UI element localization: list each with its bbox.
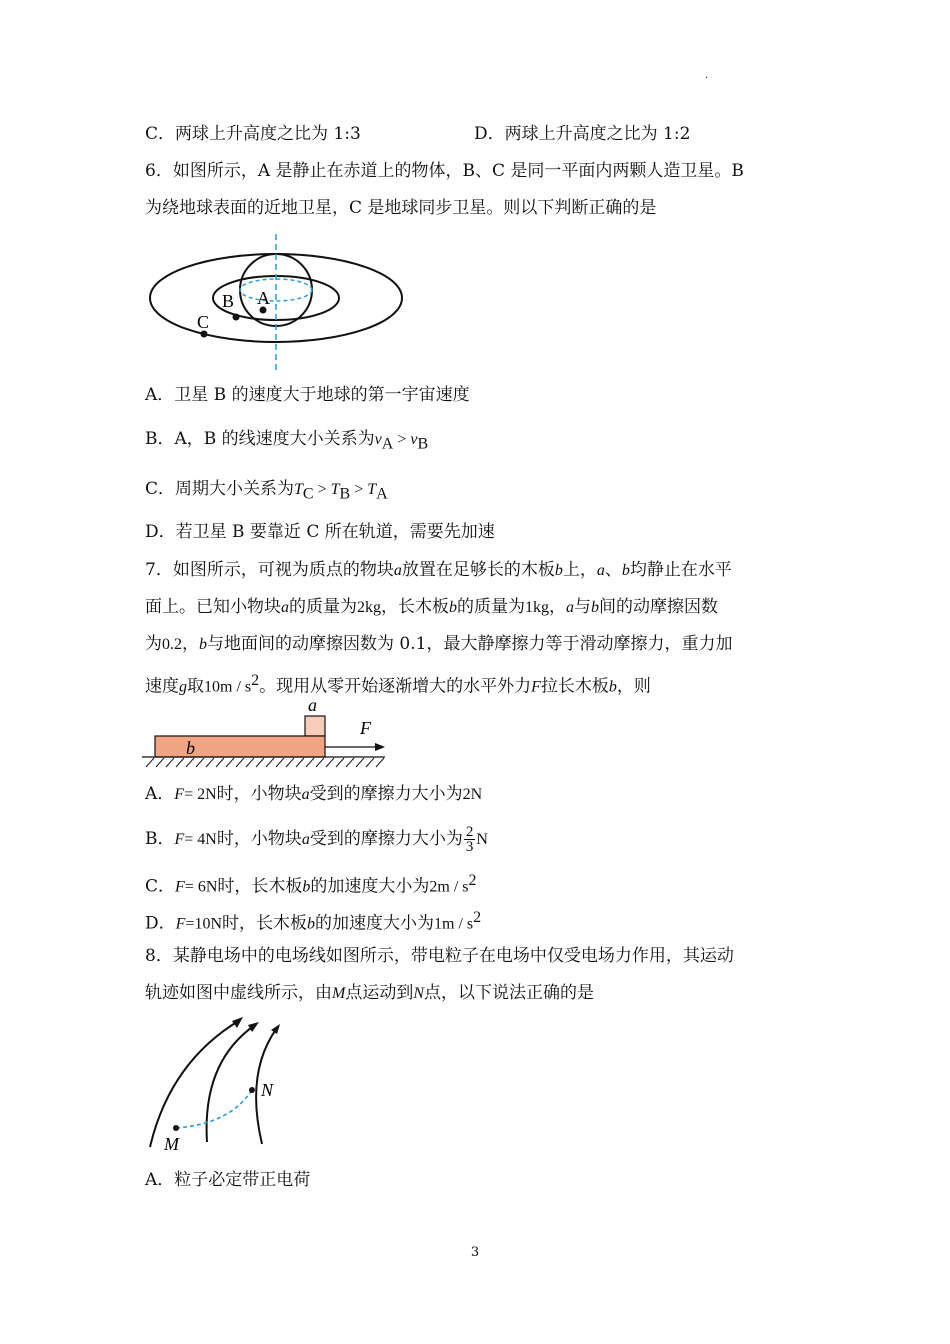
label-m: M bbox=[164, 1134, 179, 1152]
q8-stem-line1: 8．某静电场中的电场线如图所示，带电粒子在电场中仅受电场力作用，其运动 bbox=[145, 946, 734, 966]
q6-option-b: B．A，B 的线速度大小关系为$v_A > v_B$ bbox=[145, 429, 429, 453]
label-f: F bbox=[360, 718, 371, 738]
fraction-two-thirds: $\frac{2}{3}$ bbox=[465, 824, 474, 855]
q8-option-a: A．粒子必定带正电荷 bbox=[145, 1170, 311, 1190]
q7-option-a: A．F= 2N时，小物块a受到的摩擦力大小为2N bbox=[145, 784, 483, 804]
q7-stem-line2: 面上。已知小物块a的质量为2kg，长木板b的质量为1kg，a与b间的动摩擦因数 bbox=[145, 597, 718, 617]
q6-orbit-figure bbox=[145, 232, 407, 372]
q6-option-a: A．卫星 B 的速度大于地球的第一宇宙速度 bbox=[145, 385, 470, 405]
label-b: B bbox=[222, 291, 235, 311]
point-m bbox=[173, 1125, 179, 1131]
label-a: A bbox=[257, 288, 270, 308]
q7-option-b: B．F= 4N时，小物块a受到的摩擦力大小为 $\frac{2}{3}$ N bbox=[145, 824, 488, 855]
label-b: b bbox=[186, 738, 195, 758]
label-n: N bbox=[261, 1080, 274, 1100]
q8-stem-line2: 轨迹如图中虚线所示，由M点运动到N点，以下说法正确的是 bbox=[145, 983, 594, 1003]
q7-option-c: C．F= 6N时，长木板b的加速度大小为$2m / s^2$ bbox=[145, 872, 477, 897]
page-number: 3 bbox=[470, 1245, 480, 1260]
q6-stem-line2: 为绕地球表面的近地卫星，C 是地球同步卫星。则以下判断正确的是 bbox=[145, 198, 657, 218]
header-mark: . bbox=[705, 70, 709, 81]
point-b bbox=[233, 314, 240, 321]
label-a: a bbox=[308, 695, 317, 715]
q6-option-c: C．周期大小关系为$T_C > T_B > T_A$ bbox=[145, 479, 388, 503]
q7-stem-line4: 速度g取$10m / s^2$。现用从零开始逐渐增大的水平外力F拉长木板b，则 bbox=[145, 672, 651, 697]
q7-stem-line3: 为0.2，b与地面间的动摩擦因数为 0.1，最大静摩擦力等于滑动摩擦力，重力加 bbox=[145, 634, 733, 654]
q6-option-d: D．若卫星 B 要靠近 C 所在轨道，需要先加速 bbox=[145, 522, 495, 542]
q7-option-d: D．F=10N时，长木板b的加速度大小为$1m / s^2$ bbox=[145, 909, 482, 934]
q7-stem-line1: 7．如图所示，可视为质点的物块a放置在足够长的木板b上，a、b均静止在水平 bbox=[145, 560, 732, 580]
q7-board-figure bbox=[140, 694, 390, 774]
q5-option-c: C．两球上升高度之比为 1:3 bbox=[145, 124, 361, 144]
q5-option-d: D．两球上升高度之比为 1:2 bbox=[474, 124, 691, 144]
q8-field-figure bbox=[140, 1012, 290, 1152]
point-n bbox=[249, 1087, 255, 1093]
q6-stem-line1: 6．如图所示，A 是静止在赤道上的物体，B、C 是同一平面内两颗人造卫星。B bbox=[145, 161, 744, 181]
label-c: C bbox=[197, 312, 210, 332]
